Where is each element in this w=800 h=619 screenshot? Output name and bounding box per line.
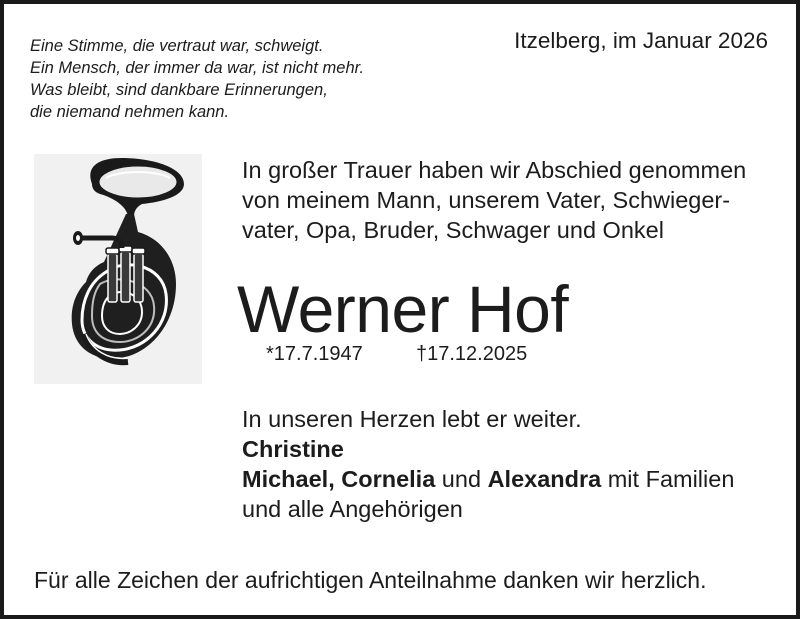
memorial-poem <box>30 35 364 123</box>
conjunction: und <box>435 466 488 492</box>
birth-date: *17.7.1947 <box>266 343 363 365</box>
intro-line: In großer Trauer haben wir Abschied genommen <box>242 157 747 183</box>
place-date: Itzelberg, im Januar 2026 <box>514 28 768 53</box>
tuba-icon <box>34 154 202 384</box>
family-line <box>242 464 734 494</box>
intro-line: vater, Opa, Bruder, Schwager und Onkel <box>242 217 664 243</box>
deceased-name: Werner Hof <box>237 272 569 346</box>
poem-line: Was bleibt, sind dankbare Erinnerungen, <box>30 81 328 99</box>
poem-line: Ein Mensch, der immer da war, ist nicht mehr. <box>30 59 365 77</box>
family-line: und alle Angehörigen <box>242 496 463 522</box>
family-member-names: Michael, Cornelia <box>242 466 436 492</box>
family-line: In unseren Herzen lebt er weiter. <box>242 406 582 432</box>
family-member-name: Alexandra <box>487 466 602 492</box>
intro-line: von meinem Mann, unserem Vater, Schwieger- <box>242 187 731 213</box>
family-suffix: mit Familien <box>601 466 735 492</box>
death-date: †17.12.2025 <box>416 343 528 365</box>
family-signature <box>242 404 734 524</box>
poem-line: Eine Stimme, die vertraut war, schweigt. <box>30 37 324 55</box>
thanks-line: Für alle Zeichen der aufrichtigen Anteilnahme danken wir herzlich. <box>34 567 707 593</box>
intro-text <box>242 155 746 245</box>
family-member-name: Christine <box>242 436 344 462</box>
poem-line: die niemand nehmen kann. <box>30 103 230 121</box>
tuba-image <box>34 154 202 384</box>
